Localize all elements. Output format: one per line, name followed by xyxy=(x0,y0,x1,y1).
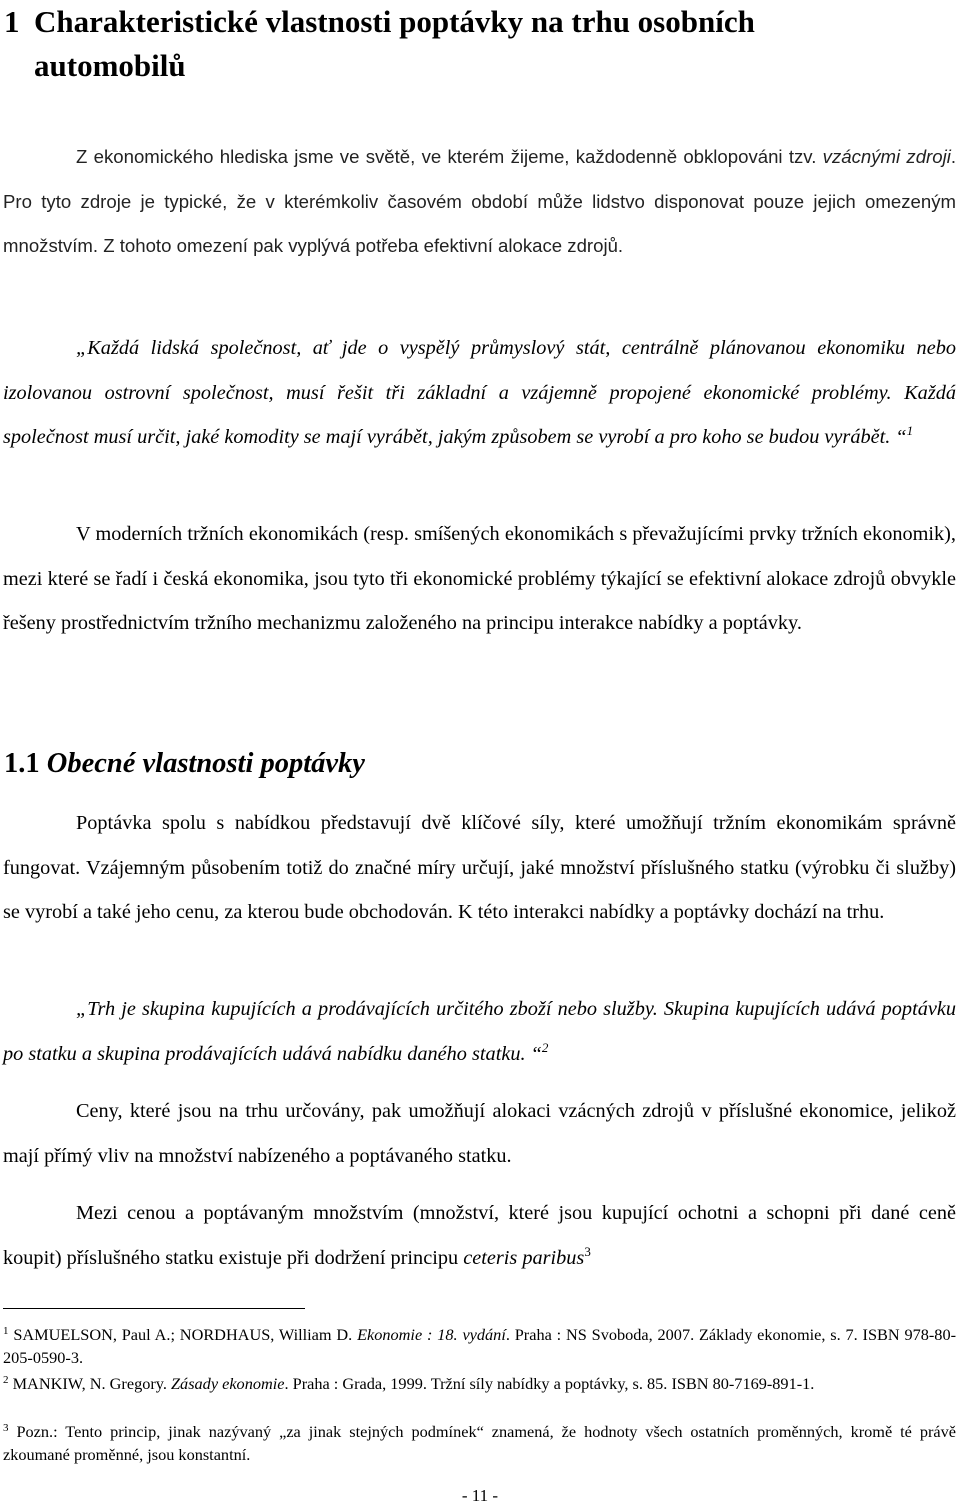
footnote-2 xyxy=(3,1373,956,1396)
market-economies-paragraph: V moderních tržních ekonomikách (resp. smíšených ekonomikách s převažujícími prvky tržních ekonomik), mezi které se řadí i česká ekonomika, jsou tyto tři ekonomické problémy týkající se efektivní alokace zdrojů obvykle řešeny prostřednictvím tržního mechanizmu založeného na principu interakce nabídky a poptávky. xyxy=(3,523,956,634)
footnote-separator xyxy=(3,1308,305,1309)
intro-text-end: . Pro tyto zdroje je typické, že v kterémkoliv časovém období může lidstvo disponovat pouze jejich omezeným množstvím. Z tohoto omezení pak vyplývá potřeba efektivní alokace zdrojů. xyxy=(3,146,956,256)
footnote-1-details: . Praha : NS Svoboda, 2007. Základy ekonomie, s. 7. ISBN 978-80-205-0590-3. xyxy=(3,1325,957,1367)
footnote-3 xyxy=(3,1421,956,1466)
intro-paragraph xyxy=(3,135,956,269)
section-number: 1.1 xyxy=(4,748,40,779)
footnote-1 xyxy=(3,1324,956,1369)
section-heading xyxy=(4,742,904,786)
prices-paragraph: Ceny, které jsou na trhu určovány, pak umožňují alokaci vzácných zdrojů v příslušné ekonomice, jelikož mají přímý vliv na množství nabízeného a poptávaného statku. xyxy=(3,1100,956,1167)
footnote-1-title: Ekonomie : 18. vydání xyxy=(357,1325,506,1344)
quote-samuelson-text: „Každá lidská společnost, ať jde o vyspělý průmyslový stát, centrálně plánovanou ekonomiku nebo izolovanou ostrovní společnost, musí řešit tři základní a vzájemně propojené ekonomické problémy. Každá společnost musí určit, jaké komodity se mají vyrábět, jakým způsobem se vyrobí a pro koho se budou vyrábět. “ xyxy=(3,337,956,448)
footnote-1-author: SAMUELSON, Paul A.; NORDHAUS, William D. xyxy=(13,1325,358,1344)
quote-mankiw-text: „Trh je skupina kupujících a prodávajících určitého zboží nebo služby. Skupina kupujících udává poptávku po statku a skupina prodávajících udává nabídku daného statku. “ xyxy=(3,998,956,1065)
ceteris-paribus-paragraph xyxy=(3,1191,956,1280)
quote-samuelson xyxy=(3,326,956,460)
footnote-ref-3[interactable]: 3 xyxy=(584,1243,591,1259)
footnote-3-number: 3 xyxy=(3,1422,9,1434)
quote-mankiw xyxy=(3,987,956,1076)
ceteris-paribus-text: Mezi cenou a poptávaným množstvím (množství, které jsou kupující ochotni a schopni při dané ceně koupit) příslušného statku existuje při dodržení principu xyxy=(3,1202,956,1269)
intro-italic-term: vzácnými zdroji xyxy=(822,146,951,167)
footnote-2-number: 2 xyxy=(3,1374,9,1386)
footnote-2-title: Zásady ekonomie xyxy=(171,1374,285,1393)
demand-supply-paragraph: Poptávka spolu s nabídkou představují dvě klíčové síly, které umožňují tržním ekonomikám správně fungovat. Vzájemným působením totiž do značné míry určují, jaké množství příslušného statku (výrobku či služby) se vyrobí a také jeho cenu, za kterou bude obchodován. K této interakci nabídky a poptávky dochází na trhu. xyxy=(3,812,956,923)
intro-text-start: Z ekonomického hlediska jsme ve světě, ve kterém žijeme, každodenně obklopováni tzv. xyxy=(76,146,823,167)
chapter-heading xyxy=(4,0,956,88)
footnote-1-number: 1 xyxy=(3,1325,9,1337)
footnote-2-details: . Praha : Grada, 1999. Tržní síly nabídky a poptávky, s. 85. ISBN 80-7169-891-1. xyxy=(284,1374,815,1393)
footnote-3-text: Pozn.: Tento princip, jinak nazývaný „za jinak stejných podmínek“ znamená, že hodnoty všech ostatních proměnných, kromě té právě zkoumané proměnné, jsou konstantní. xyxy=(3,1422,956,1464)
footnote-2-author: MANKIW, N. Gregory. xyxy=(12,1374,171,1393)
page-number: - 11 - xyxy=(461,1486,499,1505)
chapter-number: 1 xyxy=(4,4,20,39)
chapter-title-line1: Charakteristické vlastnosti poptávky na trhu osobních xyxy=(34,4,755,39)
ceteris-paribus-term: ceteris paribus xyxy=(463,1246,585,1269)
footnote-ref-2[interactable]: 2 xyxy=(541,1039,549,1055)
section-title: Obecné vlastnosti poptávky xyxy=(46,748,365,779)
footnote-ref-1[interactable]: 1 xyxy=(906,423,914,438)
chapter-title-line2: automobilů xyxy=(34,48,186,83)
